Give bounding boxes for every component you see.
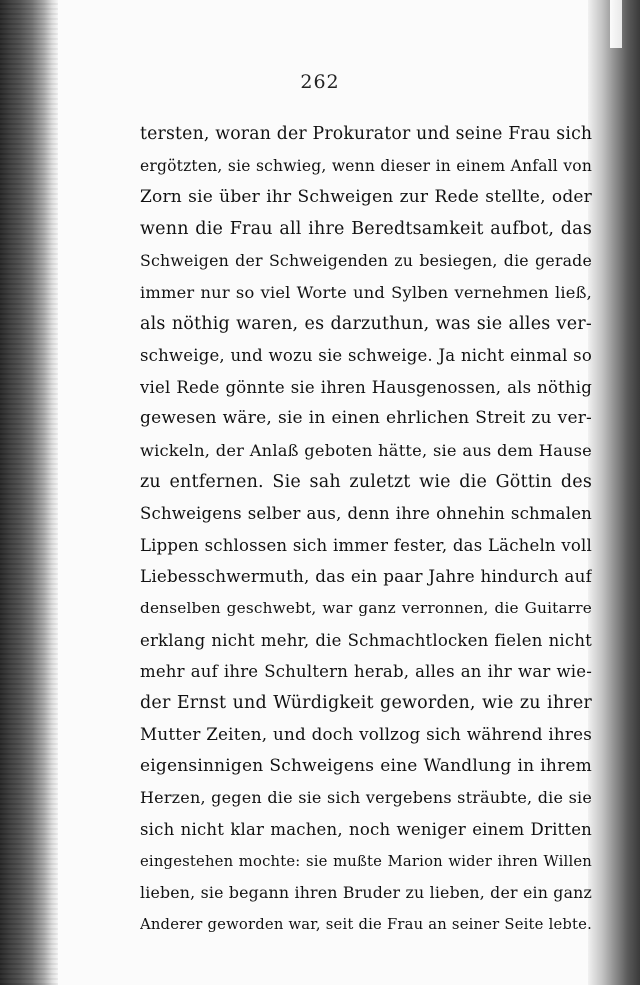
text-line: zu entfernen. Sie sah zuletzt wie die Göttin des xyxy=(140,471,592,492)
text-line: Schweigen der Schweigenden zu besiegen, die gerade xyxy=(140,251,592,271)
text-line: ergötzten, sie schwieg, wenn dieser in einem Anfall von xyxy=(140,156,592,175)
text-line: gewesen wäre, sie in einen ehrlichen Streit zu ver- xyxy=(140,408,592,429)
text-line: erklang nicht mehr, die Schmachtlocken fielen nicht xyxy=(140,630,592,650)
text-line: denselben geschwebt, war ganz verronnen, die Guitarre xyxy=(140,598,592,617)
text-line: schweige, und wozu sie schweige. Ja nicht einmal so xyxy=(140,346,592,366)
body-text xyxy=(140,119,592,940)
text-line: sich nicht klar machen, noch weniger einem Dritten xyxy=(140,820,592,840)
text-line: Anderer geworden war, seit die Frau an seiner Seite lebte. xyxy=(140,915,592,933)
text-line: Schweigens selber aus, denn ihre ohnehin schmalen xyxy=(140,504,592,524)
text-line: Lippen schlossen sich immer fester, das Lächeln voll xyxy=(140,535,592,555)
scan-edge-notch xyxy=(610,0,622,48)
text-line: Liebesschwermuth, das ein paar Jahre hindurch auf xyxy=(140,566,592,587)
text-line: Herzen, gegen die sie sich vergebens sträubte, die sie xyxy=(140,788,592,808)
text-line: eigensinnigen Schweigens eine Wandlung in ihrem xyxy=(140,755,592,776)
page-number: 262 xyxy=(300,71,340,93)
text-line: wenn die Frau all ihre Beredtsamkeit aufbot, das xyxy=(140,218,592,239)
text-line: lieben, sie begann ihren Bruder zu lieben, der ein ganz xyxy=(140,883,592,903)
text-line: eingestehen mochte: sie mußte Marion wider ihren Willen xyxy=(140,852,592,870)
scan-edge-left xyxy=(0,0,58,985)
text-line: als nöthig waren, es darzuthun, was sie alles ver- xyxy=(140,313,592,334)
text-line: viel Rede gönnte sie ihren Hausgenossen, als nöthig xyxy=(140,377,592,397)
text-line: wickeln, der Anlaß geboten hätte, sie aus dem Hause xyxy=(140,440,592,460)
text-line: Zorn sie über ihr Schweigen zur Rede stellte, oder xyxy=(140,187,592,208)
scan-edge-right xyxy=(588,0,640,985)
text-line: immer nur so viel Worte und Sylben vernehmen ließ, xyxy=(140,282,592,302)
text-line: Mutter Zeiten, und doch vollzog sich während ihres xyxy=(140,724,592,745)
text-line: tersten, woran der Prokurator und seine Frau sich xyxy=(140,124,592,144)
text-line: der Ernst und Würdigkeit geworden, wie zu ihrer xyxy=(140,692,592,713)
text-line: mehr auf ihre Schultern herab, alles an ihr war wie- xyxy=(140,662,592,682)
